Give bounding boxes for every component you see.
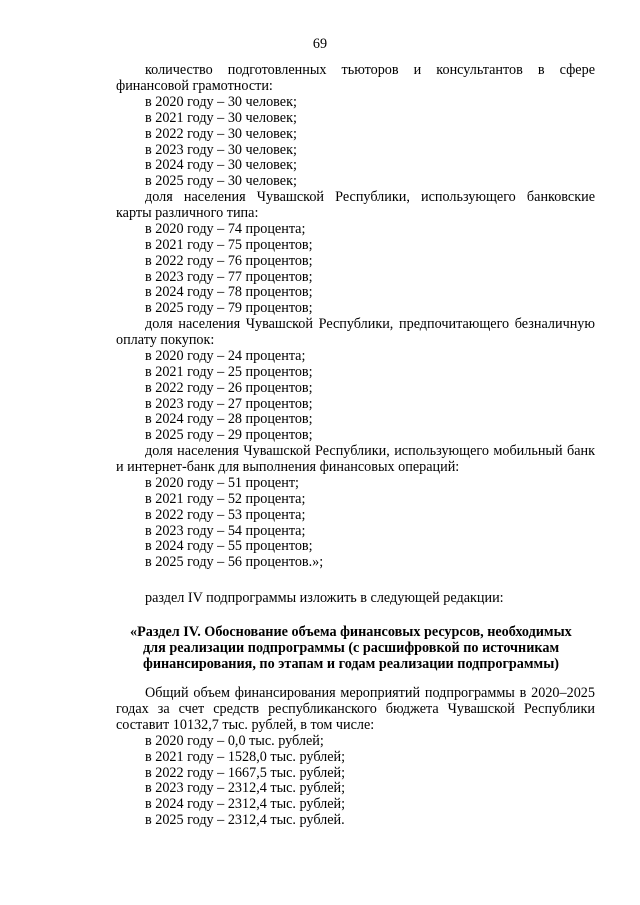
section-instruction: раздел IV подпрограммы изложить в следующей редакции: — [145, 590, 504, 606]
paragraph-intro: доля населения Чувашской Республики, использующего мобильный банк и интернет-банк для выполнения финансовых операций: — [116, 443, 595, 475]
list-item: в 2021 году – 75 процентов; — [145, 236, 313, 253]
heading-line: для реализации подпрограммы (с расшифровкой по источникам — [143, 639, 560, 656]
list-item: в 2025 году – 2312,4 тыс. рублей. — [145, 812, 345, 829]
list-item: в 2021 году – 1528,0 тыс. рублей; — [145, 748, 346, 765]
list-item: в 2025 году – 56 процентов.»; — [145, 554, 324, 571]
list-item: в 2023 году – 77 процентов; — [145, 268, 313, 285]
list-item: в 2020 году – 30 человек; — [145, 93, 297, 110]
list-item: в 2024 году – 2312,4 тыс. рублей; — [145, 796, 346, 813]
section-heading — [116, 625, 595, 673]
list-item: в 2022 году – 26 процентов; — [145, 379, 313, 396]
paragraph-intro: количество подготовленных тьюторов и консультантов в сфере финансовой грамотности: — [116, 62, 595, 94]
bank-cards-indicator-block — [116, 190, 595, 317]
list-item: в 2024 году – 55 процентов; — [145, 538, 313, 555]
list-item: в 2025 году – 79 процентов; — [145, 300, 313, 317]
paragraph-intro: доля населения Чувашской Республики, использующего банковские карты различного типа: — [116, 189, 595, 221]
list-item: в 2024 году – 28 процентов; — [145, 411, 313, 428]
paragraph-intro: Общий объем финансирования мероприятий подпрограммы в 2020–2025 годах за счет средств республиканского бюджета Чувашской Республики составит 10132,7 тыс. рублей, в том числе: — [116, 685, 595, 733]
page-number: 69 — [312, 36, 328, 52]
list-item: в 2023 году – 2312,4 тыс. рублей; — [145, 780, 346, 797]
list-item: в 2022 году – 30 человек; — [145, 125, 297, 142]
heading-line: финансирования, по этапам и годам реализации подпрограммы) — [143, 655, 560, 672]
mobile-bank-indicator-block — [116, 444, 595, 571]
list-item: в 2023 году – 54 процента; — [145, 522, 306, 539]
paragraph-intro: доля населения Чувашской Республики, предпочитающего безналичную оплату покупок: — [116, 316, 595, 348]
heading-line: «Раздел IV. Обоснование объема финансовых ресурсов, необходимых — [130, 624, 572, 640]
section-instruction-block — [116, 591, 595, 607]
list-item: в 2021 году – 52 процента; — [145, 490, 306, 507]
list-item: в 2020 году – 24 процента; — [145, 347, 306, 364]
list-item: в 2022 году – 76 процентов; — [145, 252, 313, 269]
list-item: в 2023 году – 27 процентов; — [145, 395, 313, 412]
list-item: в 2020 году – 74 процента; — [145, 220, 306, 237]
list-item: в 2022 году – 53 процента; — [145, 506, 306, 523]
list-item: в 2021 году – 30 человек; — [145, 109, 297, 126]
list-item: в 2024 году – 30 человек; — [145, 157, 297, 174]
list-item: в 2024 году – 78 процентов; — [145, 284, 313, 301]
list-item: в 2023 году – 30 человек; — [145, 141, 297, 158]
list-item: в 2021 году – 25 процентов; — [145, 363, 313, 380]
tutors-indicator-block — [116, 63, 595, 190]
list-item: в 2025 году – 30 человек; — [145, 173, 297, 190]
list-item: в 2020 году – 51 процент; — [145, 474, 299, 491]
list-item: в 2022 году – 1667,5 тыс. рублей; — [145, 764, 346, 781]
list-item: в 2020 году – 0,0 тыс. рублей; — [145, 732, 324, 749]
financing-block — [116, 686, 595, 829]
list-item: в 2025 году – 29 процентов; — [145, 427, 313, 444]
cashless-indicator-block — [116, 317, 595, 444]
